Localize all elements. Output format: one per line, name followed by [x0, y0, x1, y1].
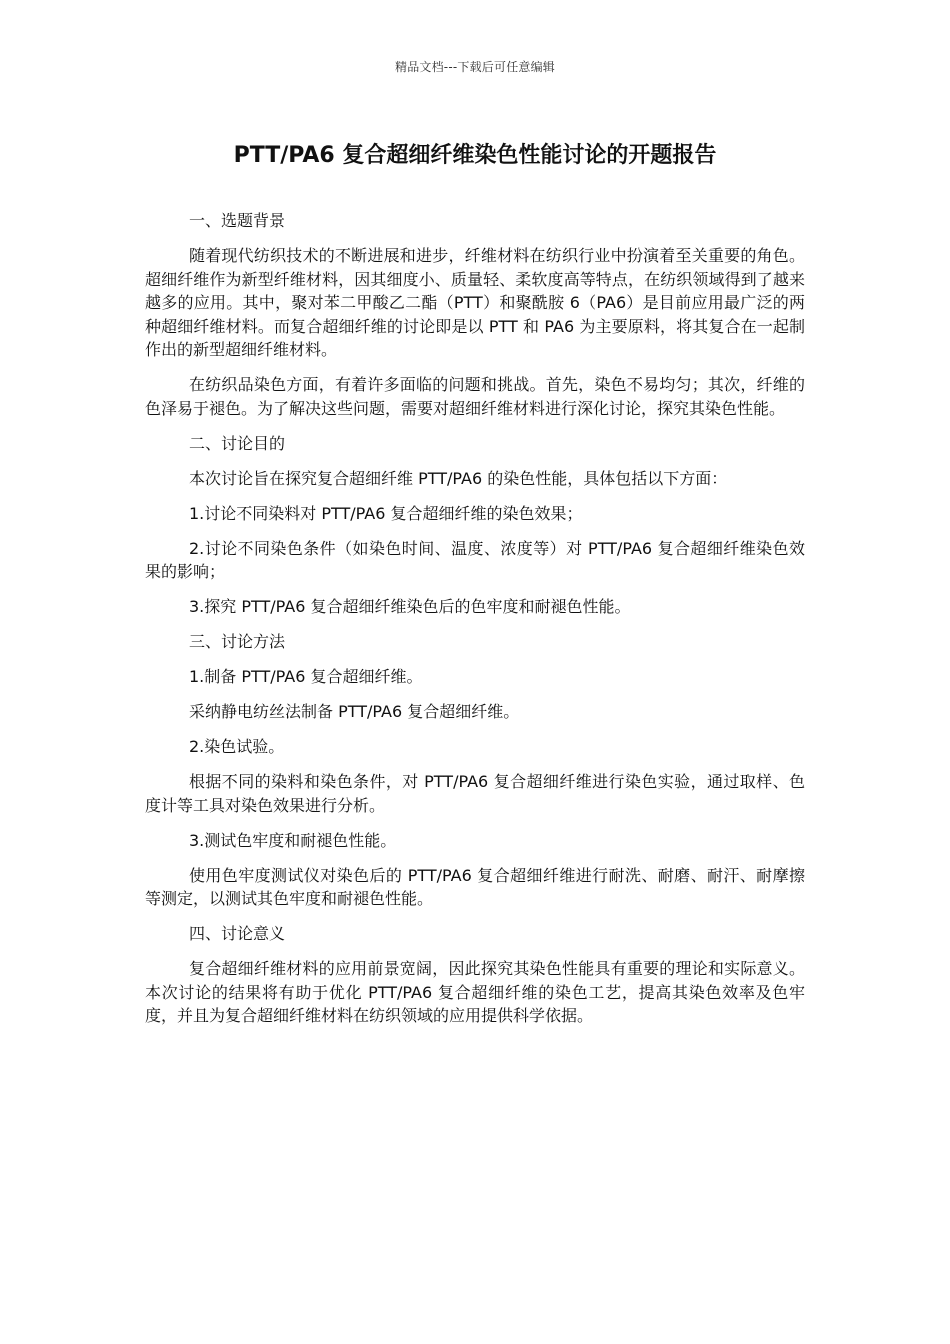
purpose-item-2: 2.讨论不同染色条件（如染色时间、温度、浓度等）对 PTT/PA6 复合超细纤维染色效果的影响；	[145, 538, 805, 581]
section-heading-significance: 四、讨论意义	[189, 924, 286, 943]
background-paragraph-2: 在纺织品染色方面，有着许多面临的问题和挑战。首先，染色不易均匀；其次，纤维的色泽易于褪色。为了解决这些问题，需要对超细纤维材料进行深化讨论，探究其染色性能。	[145, 375, 805, 418]
method-step-1-body: 采纳静电纺丝法制备 PTT/PA6 复合超细纤维。	[189, 702, 520, 721]
method-step-2-title: 2.染色试验。	[189, 737, 285, 756]
background-paragraph-1: 随着现代纺织技术的不断进展和进步，纤维材料在纺织行业中扮演着至关重要的角色。超细纤维作为新型纤维材料，因其细度小、质量轻、柔软度高等特点，在纺织领域得到了越来越多的应用。其中，聚对苯二甲酸乙二酯（PTT）和聚酰胺 6（PA6）是目前应用最广泛的两种超细纤维材料。而复合超细纤维的讨论即是以 PTT 和 PA6 为主要原料，将其复合在一起制作出的新型超细纤维材料。	[145, 246, 805, 359]
method-step-2-body: 根据不同的染料和染色条件，对 PTT/PA6 复合超细纤维进行染色实验，通过取样、色度计等工具对染色效果进行分析。	[145, 772, 805, 815]
document-title: PTT/PA6 复合超细纤维染色性能讨论的开题报告	[233, 143, 717, 168]
header-note: 精品文档---下载后可任意编辑	[395, 60, 555, 74]
section-heading-background: 一、选题背景	[189, 211, 286, 230]
section-heading-method: 三、讨论方法	[189, 632, 286, 651]
method-step-3-title: 3.测试色牢度和耐褪色性能。	[189, 830, 397, 850]
purpose-intro: 本次讨论旨在探究复合超细纤维 PTT/PA6 的染色性能，具体包括以下方面：	[189, 468, 728, 488]
section-heading-purpose: 二、讨论目的	[189, 433, 286, 453]
significance-paragraph: 复合超细纤维材料的应用前景宽阔，因此探究其染色性能具有重要的理论和实际意义。本次讨论的结果将有助于优化 PTT/PA6 复合超细纤维的染色工艺，提高其染色效率及色牢度，并且为复合超细纤维材料在纺织领域的应用提供科学依据。	[145, 959, 805, 1025]
method-step-3-body: 使用色牢度测试仪对染色后的 PTT/PA6 复合超细纤维进行耐洗、耐磨、耐汗、耐摩擦等测定，以测试其色牢度和耐褪色性能。	[145, 865, 805, 908]
method-step-1-title: 1.制备 PTT/PA6 复合超细纤维。	[189, 667, 423, 686]
purpose-item-1: 1.讨论不同染料对 PTT/PA6 复合超细纤维的染色效果；	[189, 503, 583, 523]
document-body	[145, 209, 805, 1039]
purpose-item-3: 3.探究 PTT/PA6 复合超细纤维染色后的色牢度和耐褪色性能。	[189, 597, 631, 616]
